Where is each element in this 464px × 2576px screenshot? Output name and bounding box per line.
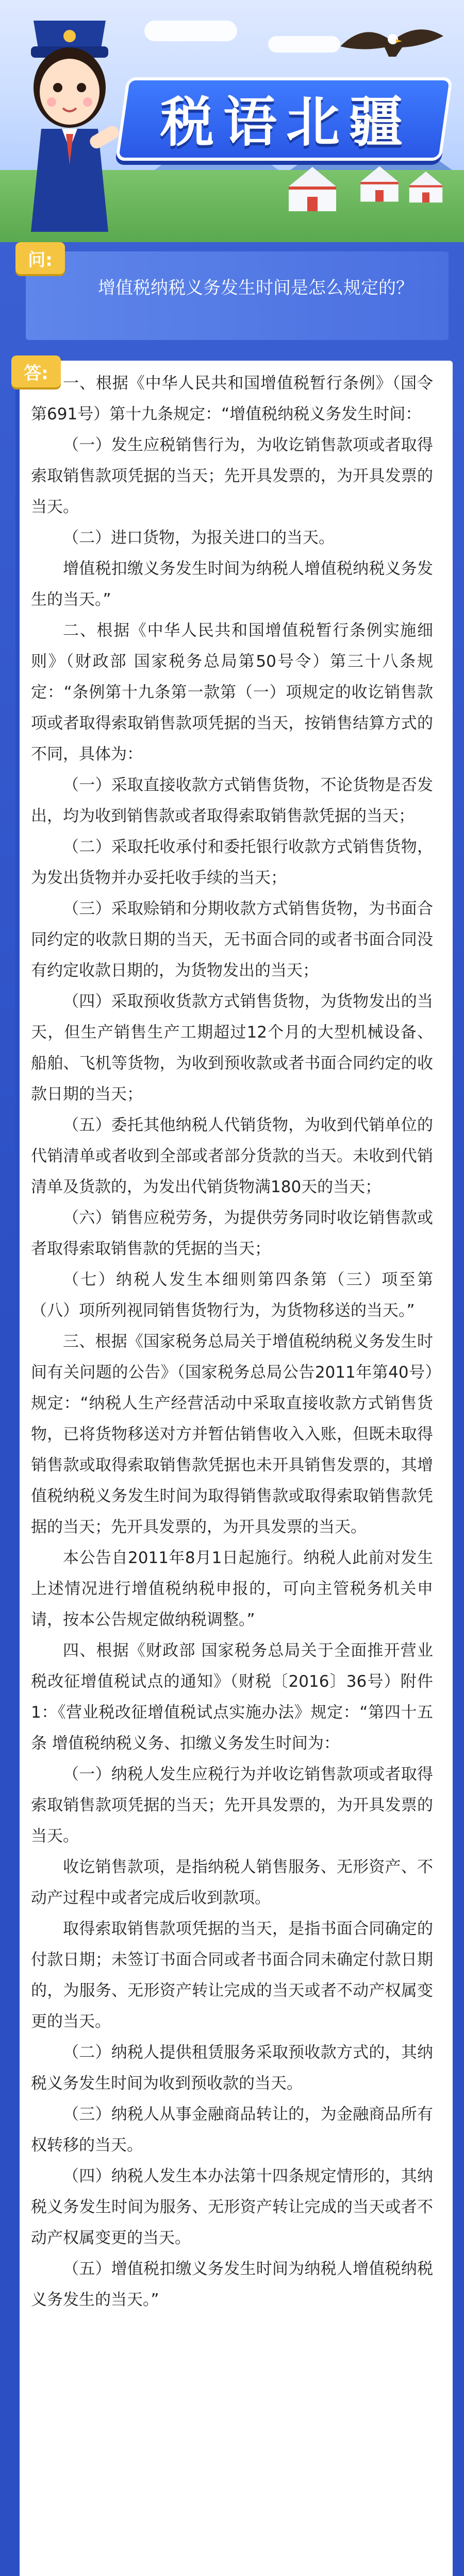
question-section xyxy=(15,242,449,340)
question-tag: 问: xyxy=(15,242,65,274)
answer-paragraph: 收讫销售款项，是指纳税人销售服务、无形资产、不动产过程中或者完成后收到款项。 xyxy=(31,1858,433,1907)
answer-paragraph: 增值税扣缴义务发生时间为纳税人增值税纳税义务发生的当天。” xyxy=(31,560,433,609)
cloud xyxy=(144,21,237,41)
answer-paragraph: （七）纳税人发生本细则第四条第（三）项至第（八）项所列视同销售货物行为，为货物移送的当天。” xyxy=(31,1270,433,1320)
answer-paragraph: （四）采取预收货款方式销售货物，为货物发出的当天，但生产销售生产工期超过12个月的大型机械设备、船舶、飞机等货物，为收到预收款或者书面合同约定的收款日期的当天； xyxy=(31,992,433,1104)
answer-paragraph: （二）进口货物，为报关进口的当天。 xyxy=(63,529,335,547)
yurt-icon xyxy=(409,172,442,202)
header-banner xyxy=(0,0,464,242)
answer-paragraph: （六）销售应税劳务，为提供劳务同时收讫销售款或者取得索取销售款的凭据的当天； xyxy=(31,1209,433,1258)
answer-paragraph: 取得索取销售款项凭据的当天，是指书面合同确定的付款日期；未签订书面合同或者书面合同未确定付款日期的，为服务、无形资产转让完成的当天或者不动产权属变更的当天。 xyxy=(31,1920,433,2031)
cloud xyxy=(268,36,340,53)
answer-paragraph: 二、根据《中华人民共和国增值税暂行条例实施细则》（财政部 国家税务总局第50号令）第三十八条规定：“条例第十九条第一款第（一）项规定的收讫销售款项或者取得索取销售款项凭据的当天，按销售结算方式的不同，具体为： xyxy=(31,621,433,764)
answer-paragraph: （二）采取托收承付和委托银行收款方式销售货物，为发出货物并办妥托收手续的当天； xyxy=(31,838,433,887)
answer-paragraph: 本公告自2011年8月1日起施行。纳税人此前对发生上述情况进行增值税纳税申报的，可向主管税务机关申请，按本公告规定做纳税调整。” xyxy=(31,1549,433,1629)
answer-paragraph: 一、根据《中华人民共和国增值税暂行条例》（国令第691号）第十九条规定：“增值税纳税义务发生时间： xyxy=(31,374,433,423)
page-title: 税语北疆 xyxy=(160,91,412,154)
question-text: 增值税纳税义务发生时间是怎么规定的？ xyxy=(98,278,413,298)
answer-paragraph: 三、根据《国家税务总局关于增值税纳税义务发生时间有关问题的公告》（国家税务总局公告2011年第40号）规定：“纳税人生产经营活动中采取直接收款方式销售货物，已将货物移送对方并暂估销售收入入账，但既未取得销售款或取得索取销售款凭据也未开具销售发票的，其增值税纳税义务发生时间为取得销售款或取得索取销售款凭据的当天；先开具发票的，为开具发票的当天。 xyxy=(31,1332,433,1536)
answer-paragraph: 四、根据《财政部 国家税务总局关于全面推开营业税改征增值税试点的通知》（财税〔2016〕36号）附件1：《营业税改征增值税试点实施办法》规定：“第四十五条 增值税纳税义务、扣缴义务发生时间为： xyxy=(31,1641,433,1753)
answer-paragraph: （五）增值税扣缴义务发生时间为纳税人增值税纳税义务发生的当天。” xyxy=(31,2260,433,2309)
answer-paragraph: （四）纳税人发生本办法第十四条规定情形的，其纳税义务发生时间为服务、无形资产转让完成的当天或者不动产权属变更的当天。 xyxy=(31,2167,433,2247)
answer-paragraph: （一）纳税人发生应税行为并收讫销售款项或者取得索取销售款项凭据的当天；先开具发票的，为开具发票的当天。 xyxy=(31,1765,433,1845)
answer-paragraph: （五）委托其他纳税人代销货物，为收到代销单位的代销清单或者收到全部或者部分货款的当天。未收到代销清单及货款的，为发出代销货物满180天的当天； xyxy=(31,1116,433,1196)
answer-paragraph: （三）纳税人从事金融商品转让的，为金融商品所有权转移的当天。 xyxy=(31,2105,433,2155)
answer-paragraph: （一）采取直接收款方式销售货物，不论货物是否发出，均为收到销售款或者取得索取销售款凭据的当天； xyxy=(31,776,433,825)
yurt-icon xyxy=(360,166,399,202)
answer-body xyxy=(31,368,433,2315)
mascot-icon xyxy=(10,10,129,237)
yurt-icon xyxy=(289,167,336,211)
answer-paragraph: （一）发生应税销售行为，为收讫销售款项或者取得索取销售款项凭据的当天；先开具发票的，为开具发票的当天。 xyxy=(31,436,433,516)
answer-paragraph: （二）纳税人提供租赁服务采取预收款方式的，其纳税义务发生时间为收到预收款的当天。 xyxy=(31,2043,433,2093)
answer-section xyxy=(15,355,449,2576)
answer-tag: 答: xyxy=(11,355,61,387)
eagle-icon xyxy=(335,15,449,72)
answer-paragraph: （三）采取赊销和分期收款方式销售货物，为书面合同约定的收款日期的当天，无书面合同的或者书面合同没有约定收款日期的，为货物发出的当天； xyxy=(31,900,433,980)
